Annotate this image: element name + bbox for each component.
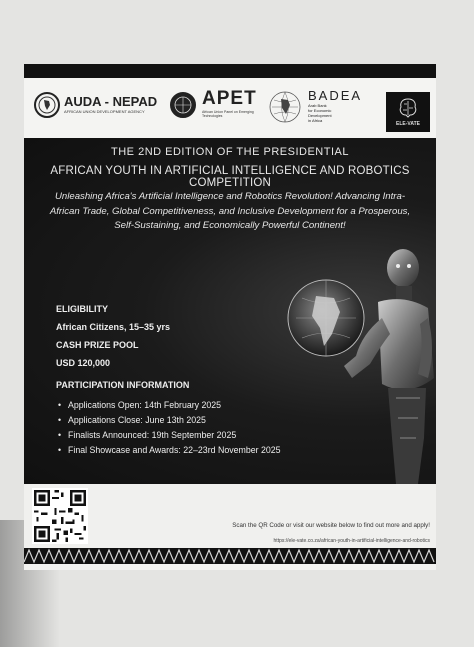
auda-name: AUDA - NEPAD	[64, 94, 158, 109]
date-item: • Applications Open: 14th February 2025	[58, 400, 221, 410]
badea-line-4: in Africa	[308, 118, 323, 123]
qr-code[interactable]	[32, 488, 88, 544]
apet-subtitle: African Union Panel on Emerging Technologies	[202, 110, 254, 118]
eligibility-value: African Citizens, 15–35 yrs	[56, 322, 171, 332]
tagline: Unleashing Africa's Artificial Intelligence and Robotics Revolution! Advancing Intra-African Trade, Global Competitiveness, and Inclusive Development for a Prosperous, Self-Sustaining, and Economically Powerful Continent!	[49, 191, 411, 231]
badea-line-3: Development	[308, 113, 332, 118]
participation-label: PARTICIPATION INFORMATION	[56, 380, 190, 390]
robot-holding-globe-illustration	[278, 238, 436, 484]
badea-line-2: for Economic	[308, 108, 332, 113]
apet-name: APET	[202, 88, 257, 109]
competition-flyer	[24, 64, 436, 570]
prize-label: CASH PRIZE POOL	[56, 340, 139, 350]
auda-subtitle: AFRICAN UNION DEVELOPMENT AGENCY	[64, 109, 145, 114]
badea-name: BADEA	[308, 88, 363, 103]
apet-globe-icon	[170, 92, 196, 118]
date-item: • Final Showcase and Awards: 22–23rd November 2025	[58, 445, 281, 455]
date-item: • Applications Close: June 13th 2025	[58, 415, 206, 425]
brain-chip-icon	[398, 97, 418, 119]
partner-logos	[24, 78, 436, 138]
decorative-zigzag-border	[24, 548, 436, 564]
title-line-2: AFRICAN YOUTH IN ARTIFICIAL INTELLIGENCE AND ROBOTICS COMPETITION	[50, 165, 410, 189]
date-item: • Finalists Announced: 19th September 2025	[58, 430, 236, 440]
prize-value: USD 120,000	[56, 358, 111, 368]
hero-banner	[24, 138, 436, 484]
badea-line-1: Arab Bank	[308, 103, 327, 108]
badea-globe-icon	[268, 90, 302, 124]
website-link[interactable]: https://ele-vate.co.za/african-youth-in-artificial-intelligence-and-robotics	[273, 538, 430, 544]
ele-vate-name: ELE-VATE	[396, 121, 420, 127]
title-line-1: THE 2ND EDITION OF THE PRESIDENTIAL	[111, 146, 349, 158]
scan-instruction: Scan the QR Code or visit our website below to find out more and apply!	[232, 522, 430, 529]
ele-vate-logo	[386, 92, 430, 132]
top-black-bar	[24, 64, 436, 78]
au-emblem-icon	[34, 92, 60, 118]
footer-section	[24, 484, 436, 548]
eligibility-label: ELIGIBILITY	[56, 304, 109, 314]
